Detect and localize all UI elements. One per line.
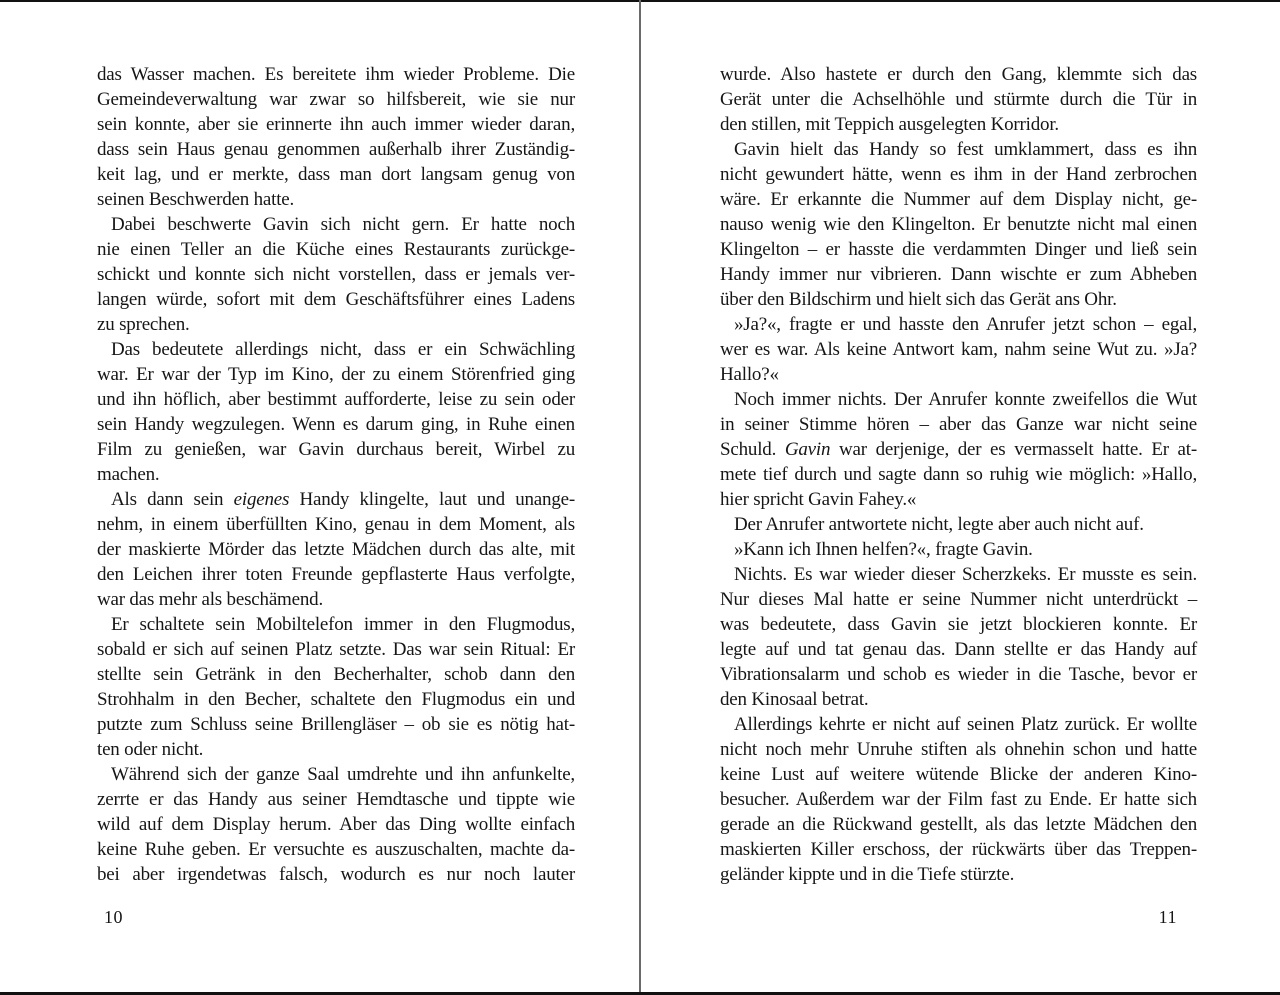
text-line: mete tief durch und sagte dann so ruhig wie möglich: »Hallo, — [720, 464, 1197, 485]
text-line: dass sein Haus genau genommen außerhalb ihrer Zuständig- — [97, 139, 575, 160]
text-line: Gerät unter die Achselhöhle und stürmte durch die Tür in — [720, 89, 1197, 110]
text-line: nie einen Teller an die Küche eines Restaurants zurückge- — [97, 239, 575, 260]
text-line: Während sich der ganze Saal umdrehte und ihn anfunkelte, — [111, 764, 575, 785]
text-line: bei aber irgendetwas falsch, wodurch es nur noch lauter — [97, 864, 575, 885]
paragraph — [720, 512, 1197, 537]
text-line: wäre. Er erkannte die Nummer auf dem Display nicht, ge- — [720, 189, 1197, 210]
italic-text: Gavin — [784, 439, 831, 460]
text-line: Nichts. Es war wieder dieser Scherzkeks. Er musste es sein. — [734, 564, 1197, 585]
text-line: und ihn höflich, aber bestimmt aufforderte, leise zu sein oder — [97, 389, 575, 410]
text-line: stellte sein Getränk in den Becherhalter, schob dann den — [97, 664, 575, 685]
text-line: war. Er war der Typ im Kino, der zu einem Störenfried ging — [97, 364, 575, 385]
text-line: in seiner Stimme hören – aber das Ganze war nicht seine — [720, 414, 1197, 435]
text-line: Klingelton – er hasste die verdammten Dinger und ließ sein — [720, 239, 1197, 260]
text-line: schickt und konnte sich nicht vorstellen, dass er jemals ver- — [97, 264, 575, 285]
text-line: sein konnte, aber sie erinnerte ihn auch immer wieder daran, — [97, 114, 575, 135]
text-line: »Ja?«, fragte er und hasste den Anrufer jetzt schon – egal, — [734, 314, 1197, 335]
text-segment: Handy klingelte, laut und unange- — [289, 489, 575, 510]
paragraph — [97, 612, 575, 762]
paragraph — [97, 762, 575, 887]
text-line: sein Handy wegzulegen. Wenn es darum ging, in Ruhe einen — [97, 414, 575, 435]
text-line: war das mehr als beschämend. — [97, 589, 324, 610]
text-line — [97, 487, 575, 512]
text-line — [720, 437, 1197, 462]
text-line: wer es war. Als keine Antwort kam, nahm seine Wut zu. »Ja? — [720, 339, 1197, 360]
text-line: nehm, in einem überfüllten Kino, genau in dem Moment, als — [97, 514, 575, 535]
paragraph — [720, 387, 1197, 512]
page-divider — [639, 0, 641, 995]
text-line: keit lag, und er merkte, dass man dort langsam genug von — [97, 164, 575, 185]
paragraph — [97, 62, 575, 212]
text-line: machen. — [97, 464, 160, 485]
text-line: zu sprechen. — [97, 314, 190, 335]
text-line: Der Anrufer antwortete nicht, legte aber auch nicht auf. — [734, 514, 1144, 535]
text-line: maskierten Killer erschoss, der rückwärts über das Treppen- — [720, 839, 1197, 860]
text-line: Das bedeutete allerdings nicht, dass er ein Schwächling — [111, 339, 575, 360]
text-line: den Kinosaal betrat. — [720, 689, 869, 710]
text-line: nicht gewundert hätte, wenn es ihm in der Hand zerbrochen — [720, 164, 1197, 185]
text-line: geländer kippte und in die Tiefe stürzte. — [720, 864, 1015, 885]
text-line: den stillen, mit Teppich ausgelegten Korridor. — [720, 114, 1059, 135]
text-line: langen würde, sofort mit dem Geschäftsführer eines Ladens — [97, 289, 575, 310]
text-line: hier spricht Gavin Fahey.« — [720, 489, 917, 510]
text-line: Handy immer nur vibrieren. Dann wischte er zum Abheben — [720, 264, 1197, 285]
italic-text: eigenes — [233, 489, 290, 510]
text-line: gerade an die Rückwand gestellt, als das letzte Mädchen den — [720, 814, 1197, 835]
text-line: seinen Beschwerden hatte. — [97, 189, 295, 210]
text-line: Nur dieses Mal hatte er seine Nummer nicht unterdrückt – — [720, 589, 1197, 610]
text-line: putzte zum Schluss seine Brillengläser – ob sie es nötig hat- — [97, 714, 575, 735]
text-line: das Wasser machen. Es bereitete ihm wieder Probleme. Die — [97, 64, 575, 85]
text-line: was bedeutete, dass Gavin sie jetzt blockieren konnte. Er — [720, 614, 1197, 635]
text-line: Hallo?« — [720, 364, 779, 385]
text-line: nauso wenig wie den Klingelton. Er benutzte nicht mal einen — [720, 214, 1197, 235]
paragraph — [720, 562, 1197, 712]
text-line: Er schaltete sein Mobiltelefon immer in den Flugmodus, — [111, 614, 575, 635]
text-line: Gemeindeverwaltung war zwar so hilfsbereit, wie sie nur — [97, 89, 575, 110]
text-line: den Leichen ihrer toten Freunde gepflasterte Haus verfolgte, — [97, 564, 575, 585]
text-line: Gavin hielt das Handy so fest umklammert, dass es ihn — [734, 139, 1197, 160]
paragraph — [97, 337, 575, 487]
text-line: keine Ruhe geben. Er versuchte es auszuschalten, machte da- — [97, 839, 575, 860]
text-line: Vibrationsalarm und schob es wieder in die Tasche, bevor er — [720, 664, 1197, 685]
page-number-right: 11 — [1158, 907, 1177, 927]
paragraph — [720, 312, 1197, 387]
page-right-text — [720, 62, 1197, 887]
text-line: keine Lust auf weitere wütende Blicke der anderen Kino- — [720, 764, 1197, 785]
paragraph — [720, 62, 1197, 137]
text-line: Strohhalm in den Becher, schaltete den Flugmodus ein und — [97, 689, 575, 710]
text-line: Noch immer nichts. Der Anrufer konnte zweifellos die Wut — [734, 389, 1197, 410]
paragraph — [97, 212, 575, 337]
text-line: nicht noch mehr Unruhe stiften als ohnehin schon und hatte — [720, 739, 1197, 760]
text-line: ten oder nicht. — [97, 739, 204, 760]
text-line: Film zu genießen, war Gavin durchaus bereit, Wirbel zu — [97, 439, 575, 460]
text-line: der maskierte Mörder das letzte Mädchen durch das alte, mit — [97, 539, 575, 560]
text-line: wurde. Also hastete er durch den Gang, klemmte sich das — [720, 64, 1197, 85]
text-line: sobald er sich auf seinen Platz setzte. Das war sein Ritual: Er — [97, 639, 575, 660]
text-line: »Kann ich Ihnen helfen?«, fragte Gavin. — [734, 539, 1033, 560]
text-line: wild auf dem Display herum. Aber das Ding wollte einfach — [97, 814, 575, 835]
text-segment: Als dann sein — [111, 489, 234, 510]
text-line: besucher. Außerdem war der Film fast zu Ende. Er hatte sich — [720, 789, 1197, 810]
text-segment: war derjenige, der es vermasselt hatte. Er at- — [830, 439, 1197, 460]
paragraph — [720, 537, 1197, 562]
text-line: legte auf und tat genau das. Dann stellte er das Handy auf — [720, 639, 1197, 660]
paragraph — [720, 712, 1197, 887]
page-left-text — [97, 62, 575, 887]
text-line: zerrte er das Handy aus seiner Hemdtasche und tippte wie — [97, 789, 575, 810]
text-line: Allerdings kehrte er nicht auf seinen Platz zurück. Er wollte — [734, 714, 1197, 735]
page-number-left: 10 — [104, 907, 123, 927]
text-segment: Schuld. — [720, 439, 785, 460]
paragraph — [97, 487, 575, 612]
text-line: Dabei beschwerte Gavin sich nicht gern. Er hatte noch — [111, 214, 575, 235]
paragraph — [720, 137, 1197, 312]
text-line: über den Bildschirm und hielt sich das Gerät ans Ohr. — [720, 289, 1117, 310]
